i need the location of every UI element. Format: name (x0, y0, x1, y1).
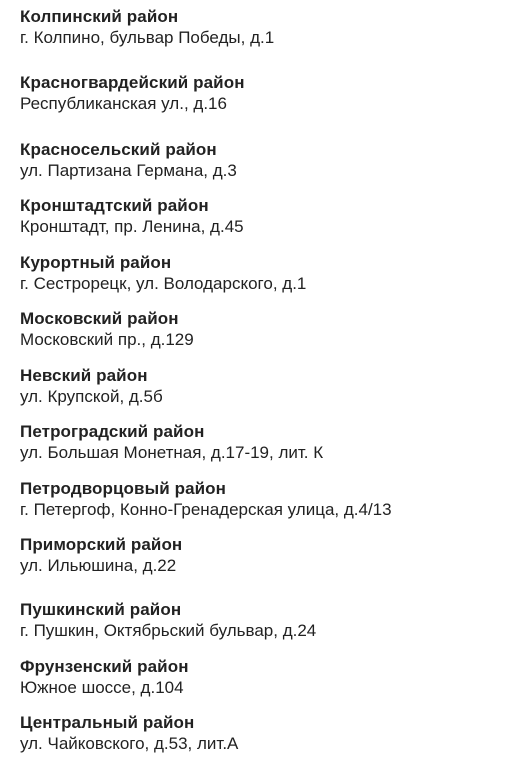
district-item (20, 253, 500, 295)
district-item (20, 600, 500, 642)
district-address: ул. Большая Монетная, д.17-19, лит. К (20, 443, 324, 462)
district-name: Петроградский район (20, 422, 205, 441)
district-item (20, 309, 500, 351)
district-name: Колпинский район (20, 7, 179, 26)
district-item (20, 713, 500, 755)
district-address: ул. Чайковского, д.53, лит.А (20, 734, 239, 753)
district-name: Пушкинский район (20, 600, 182, 619)
district-address: г. Петергоф, Конно-Гренадерская улица, д.4/13 (20, 500, 392, 519)
district-name: Красносельский район (20, 140, 217, 159)
district-item (20, 657, 500, 699)
district-address: Московский пр., д.129 (20, 330, 194, 349)
district-name: Невский район (20, 366, 148, 385)
district-name: Петродворцовый район (20, 479, 227, 498)
district-name: Красногвардейский район (20, 73, 245, 92)
district-address: г. Пушкин, Октябрьский бульвар, д.24 (20, 621, 317, 640)
district-item (20, 366, 500, 408)
district-address: Кронштадт, пр. Ленина, д.45 (20, 217, 244, 236)
district-item (20, 7, 500, 49)
district-address: ул. Ильюшина, д.22 (20, 556, 177, 575)
district-item (20, 479, 500, 521)
district-name: Кронштадтский район (20, 196, 209, 215)
district-address: ул. Крупской, д.5б (20, 387, 163, 406)
district-name: Фрунзенский район (20, 657, 189, 676)
district-item (20, 422, 500, 464)
district-name: Центральный район (20, 713, 195, 732)
district-item (20, 535, 500, 577)
district-address: Южное шоссе, д.104 (20, 678, 184, 697)
district-address: г. Сестрорецк, ул. Володарского, д.1 (20, 274, 307, 293)
district-name: Московский район (20, 309, 179, 328)
district-address: ул. Партизана Германа, д.3 (20, 161, 237, 180)
district-name: Курортный район (20, 253, 172, 272)
district-item (20, 73, 500, 115)
district-item (20, 140, 500, 182)
district-name: Приморский район (20, 535, 183, 554)
district-address: г. Колпино, бульвар Победы, д.1 (20, 28, 275, 47)
district-address: Республиканская ул., д.16 (20, 94, 227, 113)
district-item (20, 196, 500, 238)
